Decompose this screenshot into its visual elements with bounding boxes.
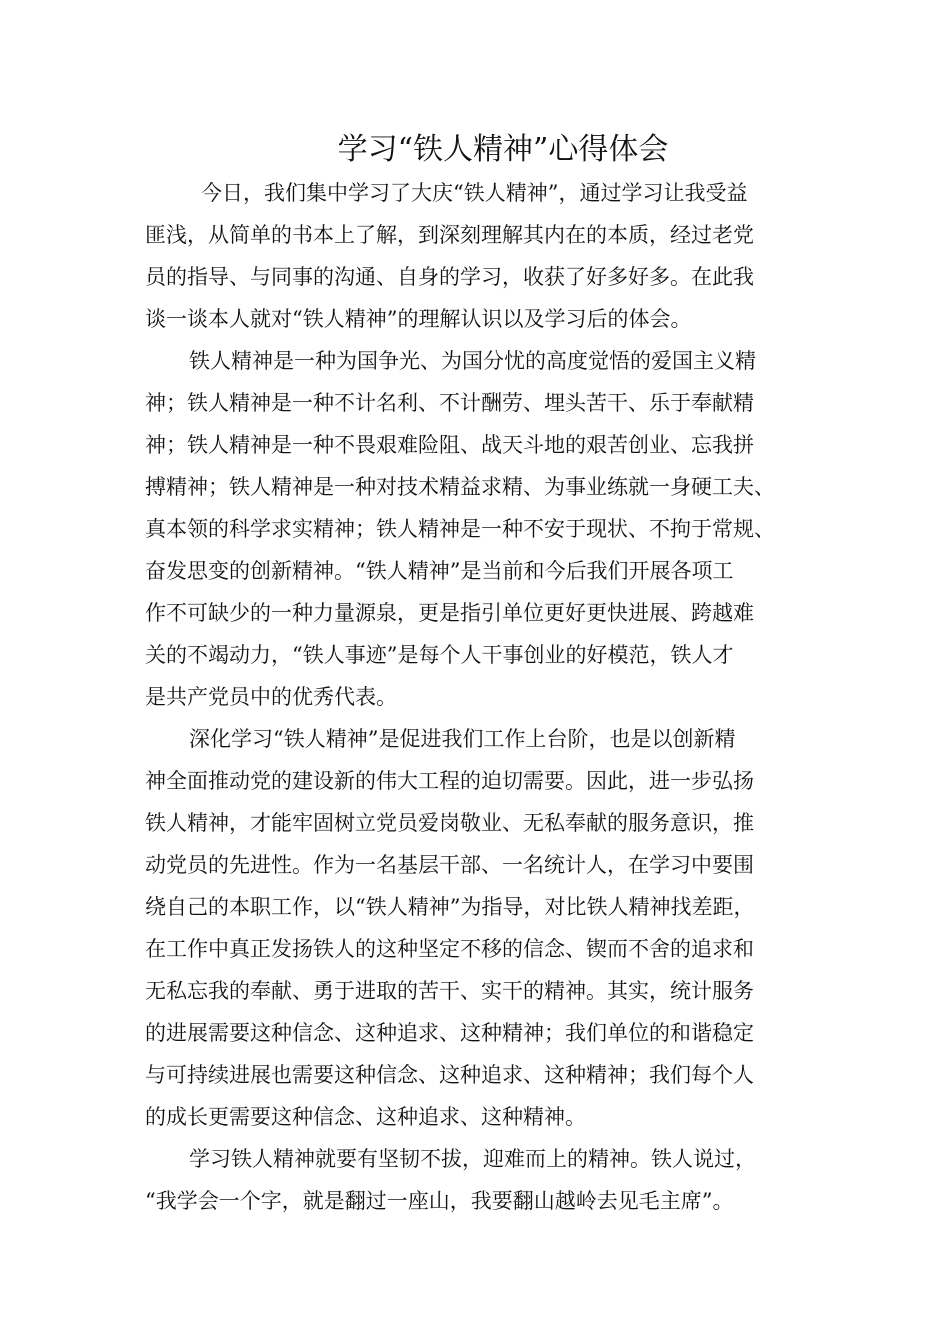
paragraph-2-line-7: 作不可缺少的一种力量源泉，更是指引单位更好更快进展、跨越难 [145, 601, 754, 625]
paragraph-3-line-7: 无私忘我的奉献、勇于进取的苦干、实干的精神。其实，统计服务 [145, 979, 754, 1003]
paragraph-2-line-8: 关的不竭动力，“铁人事迹”是每个人干事创业的好模范，铁人才 [145, 643, 734, 667]
paragraph-1-line-3: 员的指导、与同事的沟通、自身的学习，收获了好多好多。在此我 [145, 265, 754, 289]
paragraph-2-line-9: 是共产党员中的优秀代表。 [145, 685, 397, 709]
paragraph-1-line-1: 今日，我们集中学习了大庆“铁人精神”，通过学习让我受益 [201, 181, 748, 205]
paragraph-2-line-2: 神；铁人精神是一种不计名利、不计酬劳、埋头苦干、乐于奉献精 [145, 391, 754, 415]
paragraph-3-line-2: 神全面推动党的建设新的伟大工程的迫切需要。因此，进一步弘扬 [145, 769, 754, 793]
paragraph-3-line-6: 在工作中真正发扬铁人的这种坚定不移的信念、锲而不舍的追求和 [145, 937, 754, 961]
paragraph-3-line-3: 铁人精神，才能牢固树立党员爱岗敬业、无私奉献的服务意识，推 [145, 811, 754, 835]
document-body [145, 172, 845, 1222]
paragraph-1-line-2: 匪浅，从简单的书本上了解，到深刻理解其内在的本质，经过老党 [145, 223, 754, 247]
paragraph-1-line-4: 谈一谈本人就对“铁人精神”的理解认识以及学习后的体会。 [145, 307, 692, 331]
paragraph-3-line-8: 的进展需要这种信念、这种追求、这种精神；我们单位的和谐稳定 [145, 1021, 754, 1045]
paragraph-3-line-5: 绕自己的本职工作，以“铁人精神”为指导，对比铁人精神找差距， [145, 895, 755, 919]
paragraph-3-line-10: 的成长更需要这种信念、这种追求、这种精神。 [145, 1105, 586, 1129]
paragraph-3-line-4: 动党员的先进性。作为一名基层干部、一名统计人，在学习中要围 [145, 853, 754, 877]
paragraph-3-line-1: 深化学习“铁人精神”是促进我们工作上台阶，也是以创新精 [189, 727, 736, 751]
document-title: 学习“铁人精神”心得体会 [337, 132, 669, 167]
paragraph-4-line-1: 学习铁人精神就要有坚韧不拔，迎难而上的精神。铁人说过， [189, 1147, 756, 1171]
paragraph-4-line-2: “我学会一个字，就是翻过一座山，我要翻山越岭去见毛主席”。 [145, 1189, 734, 1213]
paragraph-2-line-4: 搏精神；铁人精神是一种对技术精益求精、为事业练就一身硬工夫、 [145, 475, 775, 499]
paragraph-2-line-6: 奋发思变的创新精神。“铁人精神”是当前和今后我们开展各项工 [145, 559, 734, 583]
paragraph-3-line-9: 与可持续进展也需要这种信念、这种追求、这种精神；我们每个人 [145, 1063, 754, 1087]
paragraph-2-line-1: 铁人精神是一种为国争光、为国分忧的高度觉悟的爱国主义精 [189, 349, 756, 373]
paragraph-2-line-5: 真本领的科学求实精神；铁人精神是一种不安于现状、不拘于常规、 [145, 517, 775, 541]
paragraph-2-line-3: 神；铁人精神是一种不畏艰难险阻、战天斗地的艰苦创业、忘我拼 [145, 433, 754, 457]
